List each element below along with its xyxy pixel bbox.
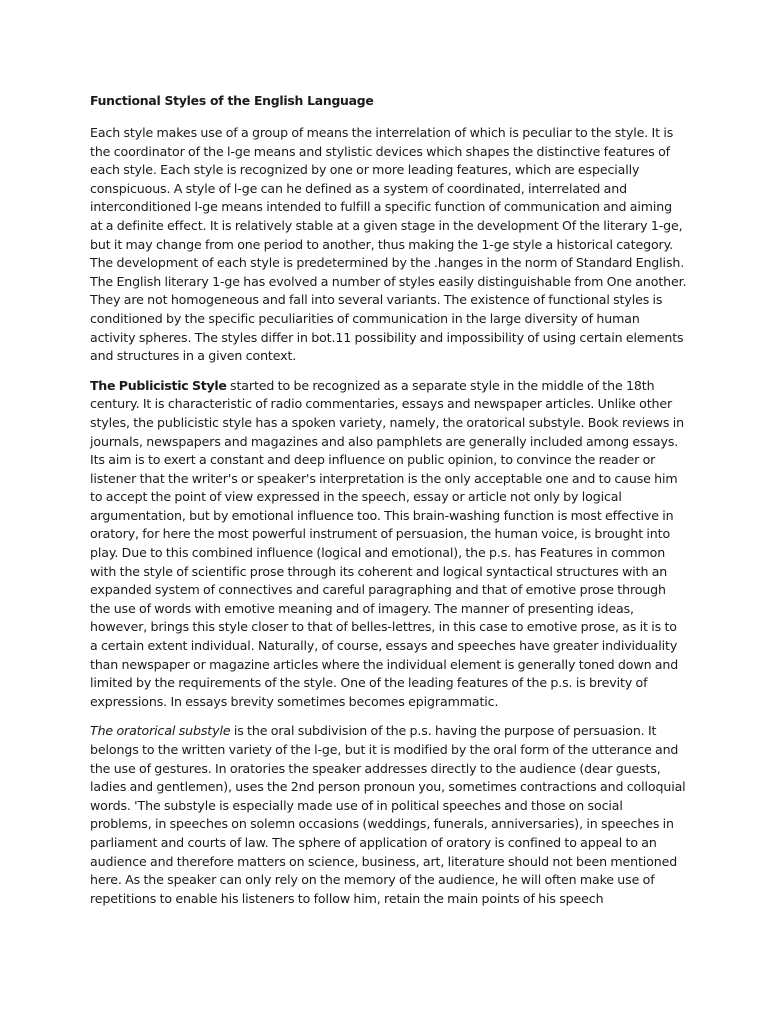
- document-page: [90, 92, 687, 919]
- publicistic-style-paragraph: [90, 377, 687, 712]
- intro-paragraph: Each style makes use of a group of means the interrelation of which is peculiar to the style. It is the coordinator of the l-ge means and stylistic devices which shapes the distinctive features of each style. Each style is recognized by one or more leading features, which are especially conspicuous. A style of l-ge can he defined as a system of coordinated, interrelated and interconditioned l-ge means intended to fulfill a specific function of communication and aiming at a definite effect. It is relatively stable at a given stage in the development Of the literary 1-ge, but it may change from one period to another, thus making the 1-ge style a historical category. The development of each style is predetermined by the .hanges in the norm of Standard English. The English literary 1-ge has evolved a number of styles easily distinguishable from One another. They are not homogeneous and fall into several variants. The existence of functional styles is conditioned by the specific peculiarities of communication in the large diversity of human activity spheres. The styles differ in bot.11 possibility and impossibility of using certain elements and structures in a given context.: [90, 125, 687, 364]
- oratorical-substyle-heading: The oratorical substyle: [90, 723, 231, 739]
- oratorical-substyle-text: is the oral subdivision of the p.s. having the purpose of persuasion. It belongs to the written variety of the l-ge, but it is modified by the oral form of the utterance and the use of gestures. In oratories the speaker addresses directly to the audience (dear guests, ladies and gentlemen), uses the 2nd person pronoun you, sometimes contractions and colloquial words. 'The substyle is especially made use of in political speeches and those on social problems, in speeches on solemn occasions (weddings, funerals, anniversaries), in speeches in parliament and courts of law. The sphere of application of oratory is confined to appeal to an audience and therefore matters on science, business, art, literature should not been mentioned here. As the speaker can only rely on the memory of the audience, he will often make use of repetitions to enable his listeners to follow him, retain the main points of his speech: [90, 723, 686, 906]
- publicistic-style-heading: The Publicistic Style: [90, 377, 227, 393]
- publicistic-style-text: started to be recognized as a separate style in the middle of the 18th century. It is characteristic of radio commentaries, essays and newspaper articles. Unlike other styles, the publicistic style has a spoken variety, namely, the oratorical substyle. Book reviews in journals, newspapers and magazines and also pamphlets are generally included among essays. Its aim is to exert a constant and deep influence on public opinion, to convince the reader or listener that the writer's or speaker's interpretation is the only acceptable one and to cause him to accept the point of view expressed in the speech, essay or article not only by logical argumentation, but by emotional influence too. This brain-washing function is most effective in oratory, for here the most powerful instrument of persuasion, the human voice, is brought into play. Due to this combined influence (logical and emotional), the p.s. has Features in common with the style of scientific prose through its coherent and logical syntactical structures with an expanded system of connectives and careful paragraphing and that of emotive prose through the use of words with emotive meaning and of imagery. The manner of presenting ideas, however, brings this style closer to that of belles-lettres, in this case to emotive prose, as it is to a certain extent individual. Naturally, of course, essays and speeches have greater individuality than newspaper or magazine articles where the individual element is generally toned down and limited by the requirements of the style. One of the leading features of the p.s. is brevity of expressions. In essays brevity sometimes becomes epigrammatic.: [90, 377, 684, 709]
- document-title: Functional Styles of the English Language: [90, 93, 374, 108]
- oratorical-substyle-paragraph: [90, 722, 687, 908]
